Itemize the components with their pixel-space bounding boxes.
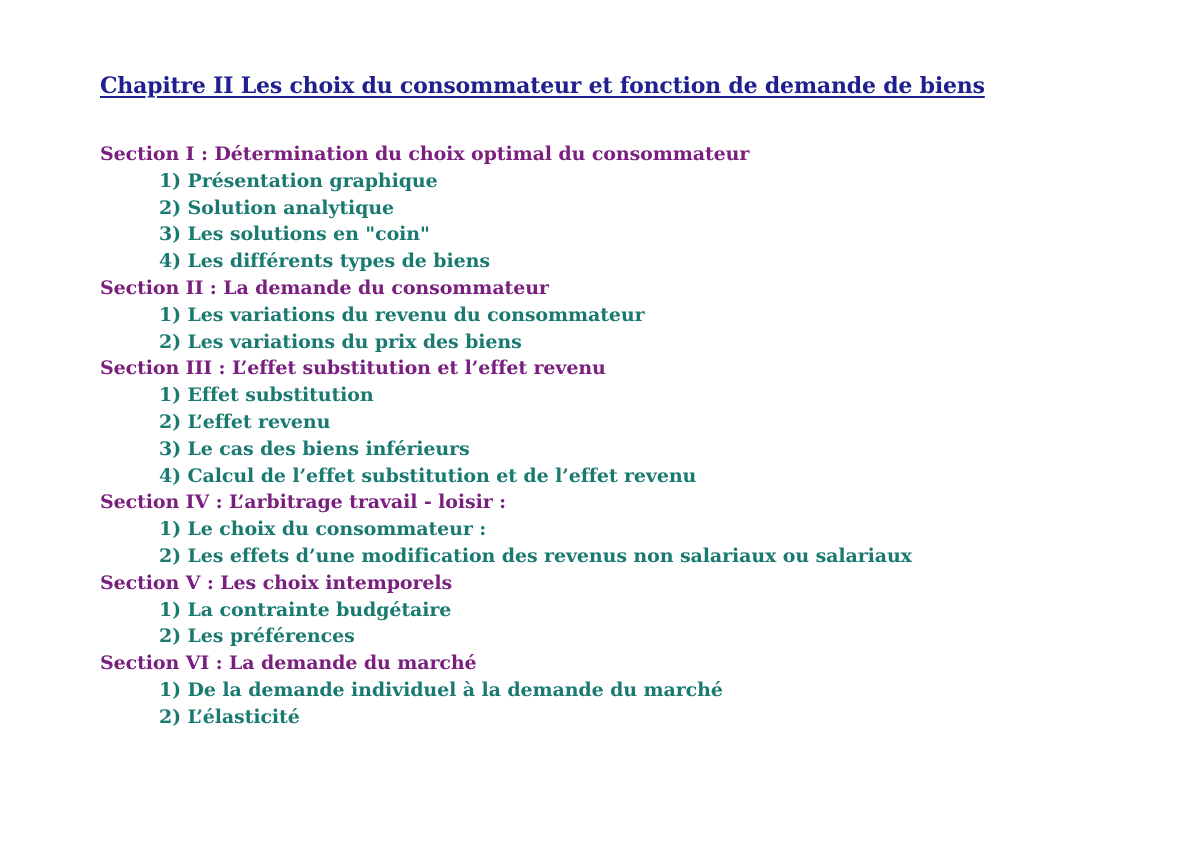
section-1 — [100, 141, 1180, 275]
list-item: 1) Le choix du consommateur : — [159, 518, 487, 541]
list-item: 1) Les variations du revenu du consommateur — [159, 303, 645, 326]
list-item: 2) L’élasticité — [159, 705, 300, 728]
list-item: 4) Les différents types de biens — [159, 250, 490, 273]
section-heading: Section III : L’effet substitution et l’effet revenu — [100, 357, 606, 380]
list-item: 3) Les solutions en "coin" — [159, 223, 430, 246]
list-item: 1) Effet substitution — [159, 384, 374, 407]
list-item: 1) La contrainte budgétaire — [159, 598, 452, 621]
section-6 — [100, 650, 1180, 730]
section-2 — [100, 275, 1180, 355]
section-4 — [100, 489, 1180, 569]
list-item: 2) Les préférences — [159, 625, 355, 648]
chapter-title: Chapitre II Les choix du consommateur et fonction de demande de biens — [100, 73, 985, 99]
list-item: 2) L’effet revenu — [159, 410, 331, 433]
section-3 — [100, 355, 1180, 489]
section-5 — [100, 570, 1180, 650]
list-item: 3) Le cas des biens inférieurs — [159, 437, 470, 460]
table-of-contents — [100, 141, 1180, 731]
list-item: 1) Présentation graphique — [159, 169, 438, 192]
list-item: 2) Les variations du prix des biens — [159, 330, 522, 353]
section-heading: Section II : La demande du consommateur — [100, 276, 549, 299]
list-item: 1) De la demande individuel à la demande du marché — [159, 678, 723, 701]
list-item: 2) Les effets d’une modification des revenus non salariaux ou salariaux — [159, 544, 912, 567]
section-heading: Section V : Les choix intemporels — [100, 571, 453, 594]
list-item: 2) Solution analytique — [159, 196, 395, 219]
section-heading: Section IV : L’arbitrage travail - loisir : — [100, 491, 507, 514]
section-heading: Section I : Détermination du choix optimal du consommateur — [100, 143, 750, 165]
section-heading: Section VI : La demande du marché — [100, 652, 477, 675]
list-item: 4) Calcul de l’effet substitution et de l’effet revenu — [159, 464, 697, 487]
